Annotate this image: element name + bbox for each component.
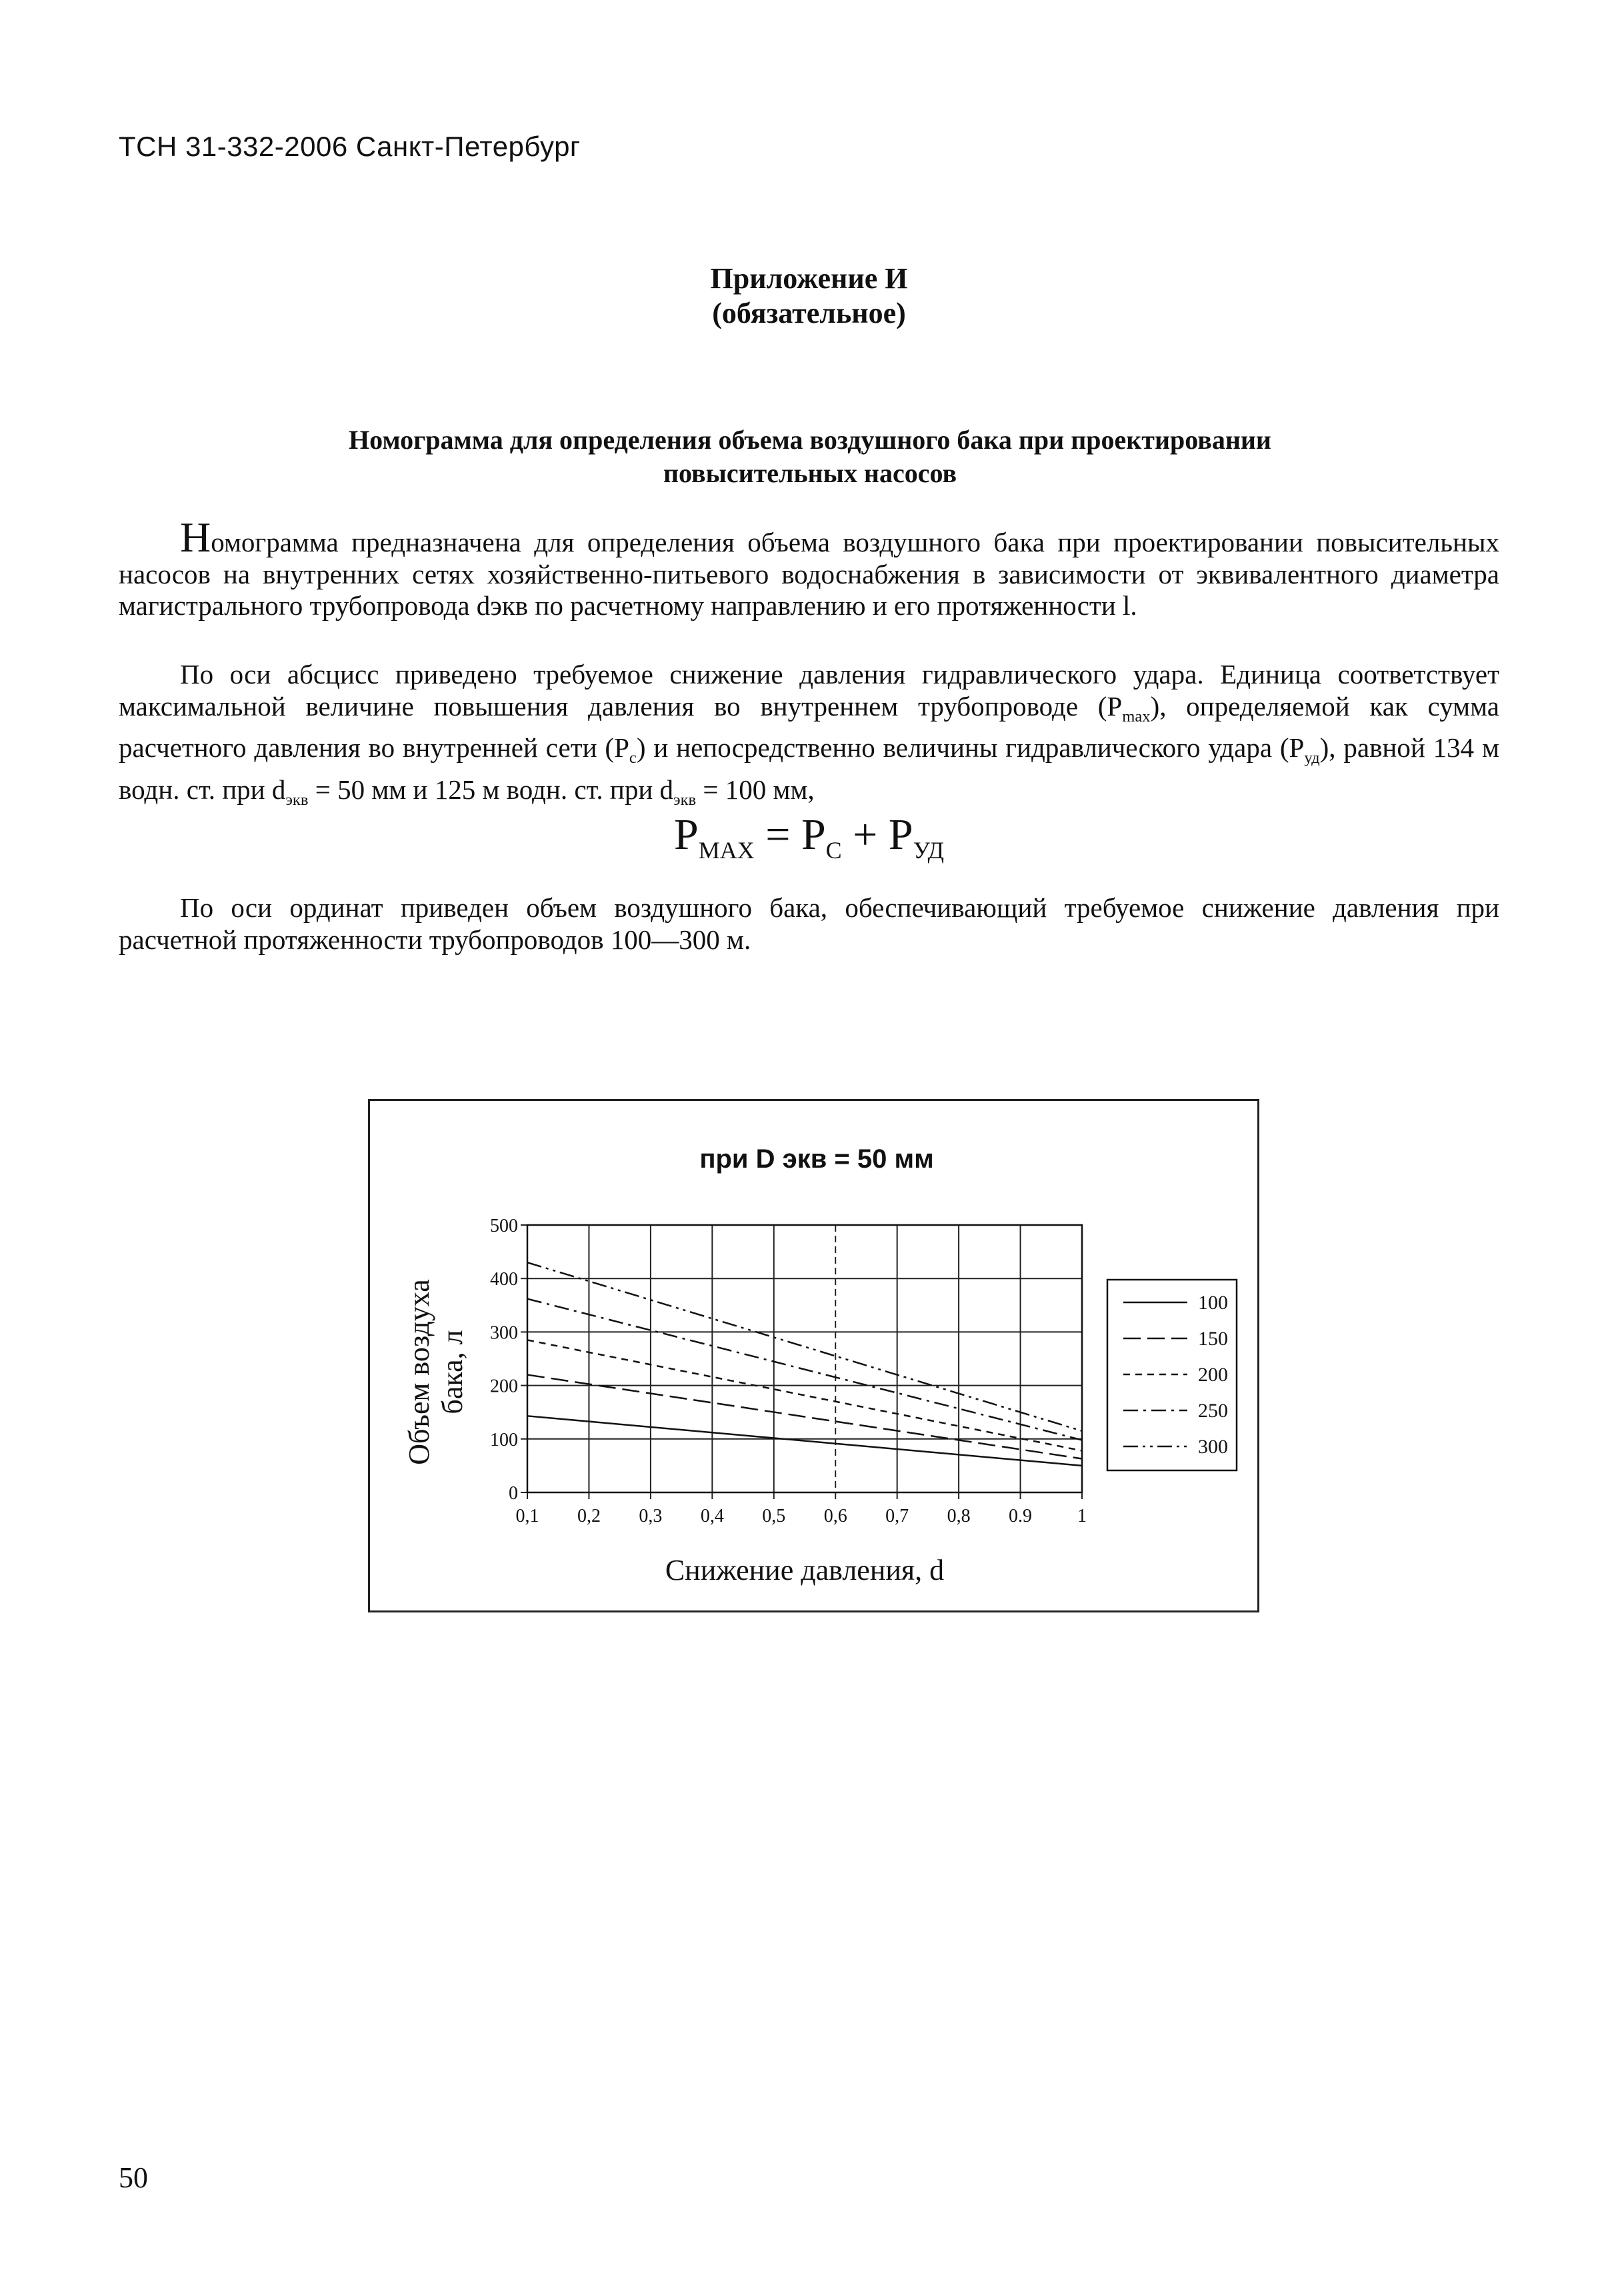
paragraph-1 — [119, 513, 1499, 622]
formula-term-2: P — [888, 810, 913, 859]
paragraph-2-part-c: ) и непосредственно величины гидравлического удара (P — [636, 732, 1305, 764]
appendix-title: Приложение И — [710, 262, 908, 295]
chart-svg — [370, 1101, 1257, 1610]
paragraph-2-part-a: По оси абсцисс приведено требуемое снижение давления гидравлического удара. Единица соответствует максимальной величине повышения давления во внутреннем трубопроводе (P — [119, 659, 1499, 722]
x-tick-label: 0,7 — [885, 1506, 909, 1526]
series-line-300 — [527, 1262, 1082, 1431]
subscript-ekv-1: экв — [285, 791, 309, 810]
chart-title: при D экв = 50 мм — [699, 1144, 934, 1174]
legend-label-300: 300 — [1198, 1436, 1228, 1458]
formula-term-1-sub: C — [825, 837, 842, 864]
appendix-heading — [119, 261, 1499, 331]
section-title — [200, 423, 1420, 490]
legend-label-200: 200 — [1198, 1364, 1228, 1386]
x-tick-label: 0,2 — [577, 1506, 601, 1526]
legend-label-150: 150 — [1198, 1328, 1228, 1350]
x-tick-label: 0.9 — [1009, 1506, 1033, 1526]
paragraph-3 — [119, 892, 1499, 956]
y-tick-label: 500 — [490, 1216, 518, 1236]
section-title-line-1: Номограмма для определения объема воздушного бака при проектировании — [349, 425, 1271, 455]
x-tick-label: 0,3 — [639, 1506, 663, 1526]
page-number: 50 — [119, 2161, 148, 2194]
y-tick-label: 100 — [490, 1429, 518, 1450]
paragraph-1-text — [119, 513, 1499, 622]
section-title-line-2: повысительных насосов — [663, 458, 957, 488]
series-line-250 — [527, 1299, 1082, 1440]
running-header: ТСН 31-332-2006 Санкт-Петербург — [119, 131, 581, 162]
formula — [119, 808, 1499, 877]
subscript-c: c — [629, 749, 637, 768]
x-tick-label: 0,4 — [700, 1506, 724, 1526]
paragraph-2-part-b: ), определяемой как сумма расчетного давления во внутренней сети (P — [119, 690, 1499, 764]
paragraph-2-part-f: = 100 мм, — [696, 774, 815, 805]
plot-area-frame — [527, 1225, 1082, 1492]
x-tick-label: 0,1 — [515, 1506, 539, 1526]
y-tick-label: 0 — [509, 1483, 518, 1504]
x-tick-label: 0,5 — [762, 1506, 786, 1526]
subscript-max: max — [1122, 707, 1151, 726]
paragraph-2-part-e: = 50 мм и 125 м водн. ст. при d — [308, 774, 674, 805]
legend-label-250: 250 — [1198, 1400, 1228, 1422]
y-tick-label: 200 — [490, 1376, 518, 1397]
appendix-subtitle: (обязательное) — [712, 297, 906, 329]
subscript-ekv-2: экв — [673, 791, 697, 810]
y-axis-label-line-2: бака, л — [436, 1330, 469, 1414]
formula-lhs-sub: MAX — [698, 837, 755, 864]
paragraph-2-part-d: ), равной 134 м водн. ст. при d — [119, 732, 1499, 805]
series-line-200 — [527, 1340, 1082, 1450]
formula-plus: + — [841, 810, 889, 859]
paragraph-2 — [119, 659, 1499, 816]
x-axis-label: Снижение давления, d — [665, 1554, 945, 1586]
paragraph-2-text — [119, 659, 1499, 816]
formula-term-1: P — [801, 810, 826, 859]
nomogram-chart — [368, 1099, 1259, 1612]
formula-term-2-sub: УД — [913, 837, 945, 864]
x-tick-label: 1 — [1077, 1506, 1087, 1526]
subscript-ud: уд — [1304, 749, 1320, 768]
paragraph-3-text: По оси ординат приведен объем воздушного бака, обеспечивающий требуемое снижение давления при расчетной протяженности трубопроводов 100—300 м. — [119, 892, 1499, 955]
series-line-100 — [527, 1416, 1082, 1466]
x-tick-label: 0,8 — [947, 1506, 971, 1526]
y-tick-label: 300 — [490, 1322, 518, 1344]
y-tick-label: 400 — [490, 1269, 518, 1290]
paragraph-1-body: омограмма предназначена для определения объема воздушного бака при проектировании повысительных насосов на внутренних сетях хозяйственно-питьевого водоснабжения в зависимости от эквивалентного диаметра магистрального трубопровода dэкв по расчетному направлению и его протяженности l. — [119, 527, 1499, 621]
formula-lhs: P — [673, 810, 699, 859]
series-line-150 — [527, 1375, 1082, 1459]
formula-equals: = — [754, 810, 801, 859]
legend-label-100: 100 — [1198, 1292, 1228, 1314]
drop-cap: Н — [180, 513, 211, 561]
y-axis-label-line-1: Объем воздуха — [403, 1279, 435, 1465]
x-tick-label: 0,6 — [823, 1506, 847, 1526]
